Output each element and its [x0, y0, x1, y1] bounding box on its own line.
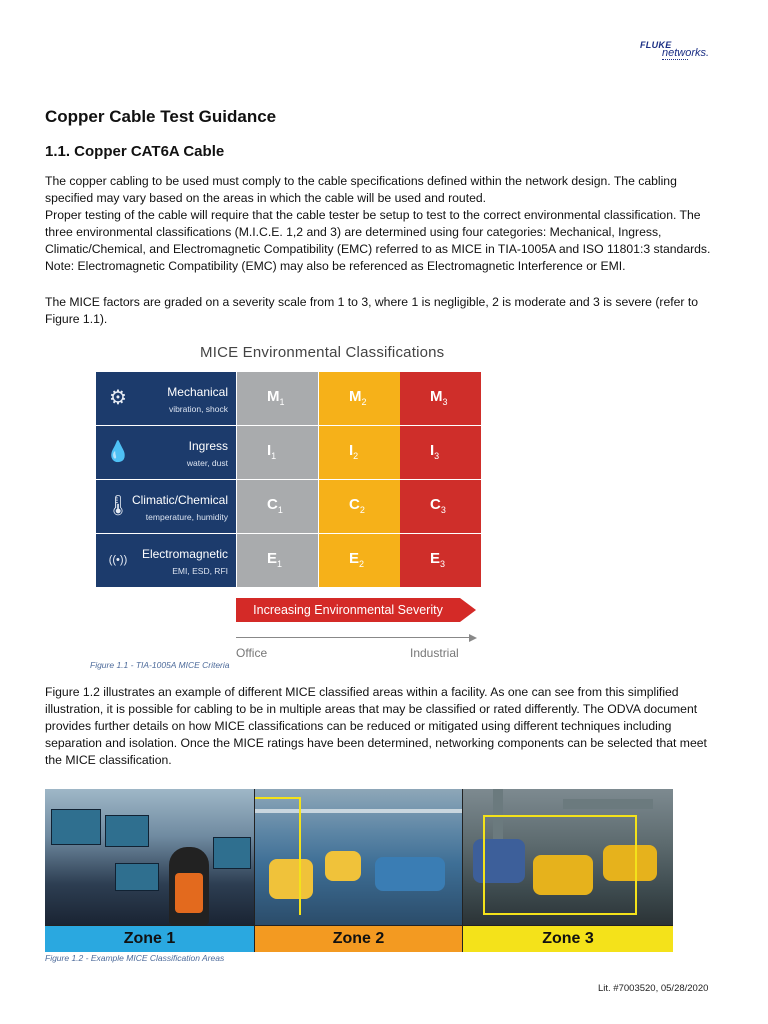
- logo-underline: [662, 59, 688, 62]
- cell-c2: $C_2$: [319, 480, 400, 533]
- cell-e1: $E_1$: [237, 534, 318, 587]
- mice-figure-title: MICE Environmental Classifications: [200, 344, 445, 361]
- fluke-networks-logo: [640, 40, 722, 62]
- factory-floor-photo: [255, 789, 462, 925]
- scale-arrow-icon: [469, 634, 477, 642]
- footer-lit-number: Lit. #7003520, 05/28/2020: [598, 983, 709, 994]
- category-name: Climatic/Chemical: [131, 493, 228, 507]
- machine-shape: [375, 857, 445, 891]
- scale-right-label: Industrial: [410, 646, 459, 660]
- severity-arrow-icon: [460, 598, 476, 622]
- control-room-photo: [45, 789, 254, 925]
- monitor-screen: [115, 863, 159, 891]
- zone-boundary: [483, 815, 637, 915]
- monitor-screen: [105, 815, 149, 847]
- pump-room-photo: [463, 789, 673, 925]
- cell-i1: $I_1$: [237, 426, 318, 479]
- severity-bar: Increasing Environmental Severity: [236, 598, 460, 622]
- zone-1-label: Zone 1: [45, 926, 254, 952]
- category-sub: vibration, shock: [168, 404, 228, 414]
- zones-paragraph: Figure 1.2 illustrates an example of different MICE classified areas within a facility. As one can see from this simplified illustration, it is possible for cabling to be in multiple areas that may be classified or rated differently. The ODVA document provides further details on how MICE classifications can be reduced or mitigated using different techniques including separation and isolation. Once the MICE ratings have been determined, networking components can be selected that meet the MICE classification.: [45, 685, 707, 767]
- category-sub: water, dust: [186, 458, 228, 468]
- mice-grid: [96, 372, 480, 586]
- figure-1-caption: Figure 1.1 - TIA-1005A MICE Criteria: [90, 660, 230, 670]
- intro-paragraph: The copper cabling to be used must comply to the cable specifications defined within the network design. The cabling specified may vary based on the areas in which the cable will be used and routed. Proper testing of the cable will require that the cable tester be setup to test to the correct environmental classification. The three environmental classifications (M.I.C.E. 1,2 and 3) are determined using four categories: Mechanical, Ingress, Climatic/Chemical, and Electromagnetic Compatibility (EMC) referred to as MICE in TIA-1005A and ISO 11801:3 standards. Note: Electromagnetic Compatibility (EMC) may also be referenced as Electromagnetic Interference or EMI.: [45, 174, 711, 273]
- zone-3-label: Zone 3: [463, 926, 673, 952]
- logo-suffix: networks.: [662, 47, 710, 59]
- monitor-screen: [51, 809, 101, 845]
- cell-m2: $M_2$: [319, 372, 400, 425]
- figure-2-caption: Figure 1.2 - Example MICE Classification Areas: [45, 953, 225, 963]
- category-sub: temperature, humidity: [145, 512, 228, 522]
- cell-i3: $I_3$: [400, 426, 481, 479]
- cell-m1: $M_1$: [237, 372, 318, 425]
- category-name: Mechanical: [167, 385, 228, 399]
- office-industrial-scale: [236, 637, 470, 638]
- logo-brand: FLUKE: [640, 40, 672, 50]
- zone-boundary: [255, 797, 301, 915]
- droplets-icon: 💧: [105, 441, 131, 463]
- cell-e3: $E_3$: [400, 534, 481, 587]
- category-electromagnetic: [96, 534, 236, 587]
- category-mechanical: [96, 372, 236, 425]
- antenna-icon: ((•)): [108, 554, 128, 566]
- cell-c1: $C_1$: [237, 480, 318, 533]
- thermometer-icon: 🌡: [105, 495, 131, 517]
- category-name: Ingress: [188, 439, 228, 453]
- cell-e2: $E_2$: [319, 534, 400, 587]
- scale-left-label: Office: [236, 646, 268, 660]
- page-title: Copper Cable Test Guidance: [45, 107, 277, 126]
- cell-i2: $I_2$: [319, 426, 400, 479]
- zones-figure: [45, 789, 673, 952]
- robot-arm-icon: ⚙: [109, 387, 127, 409]
- zone-2-label: Zone 2: [255, 926, 462, 952]
- category-climatic-chemical: [96, 480, 236, 533]
- safety-vest: [175, 873, 203, 913]
- category-sub: EMI, ESD, RFI: [172, 566, 228, 576]
- section-heading: 1.1. Copper CAT6A Cable: [45, 143, 225, 160]
- machine-shape: [325, 851, 361, 881]
- cell-m3: $M_3$: [400, 372, 481, 425]
- category-name: Electromagnetic: [141, 547, 228, 561]
- severity-paragraph: The MICE factors are graded on a severity scale from 1 to 3, where 1 is negligible, 2 is moderate and 3 is severe (refer to Figure 1.1).: [45, 295, 699, 326]
- monitor-screen: [213, 837, 251, 869]
- cell-c3: $C_3$: [400, 480, 481, 533]
- category-ingress: [96, 426, 236, 479]
